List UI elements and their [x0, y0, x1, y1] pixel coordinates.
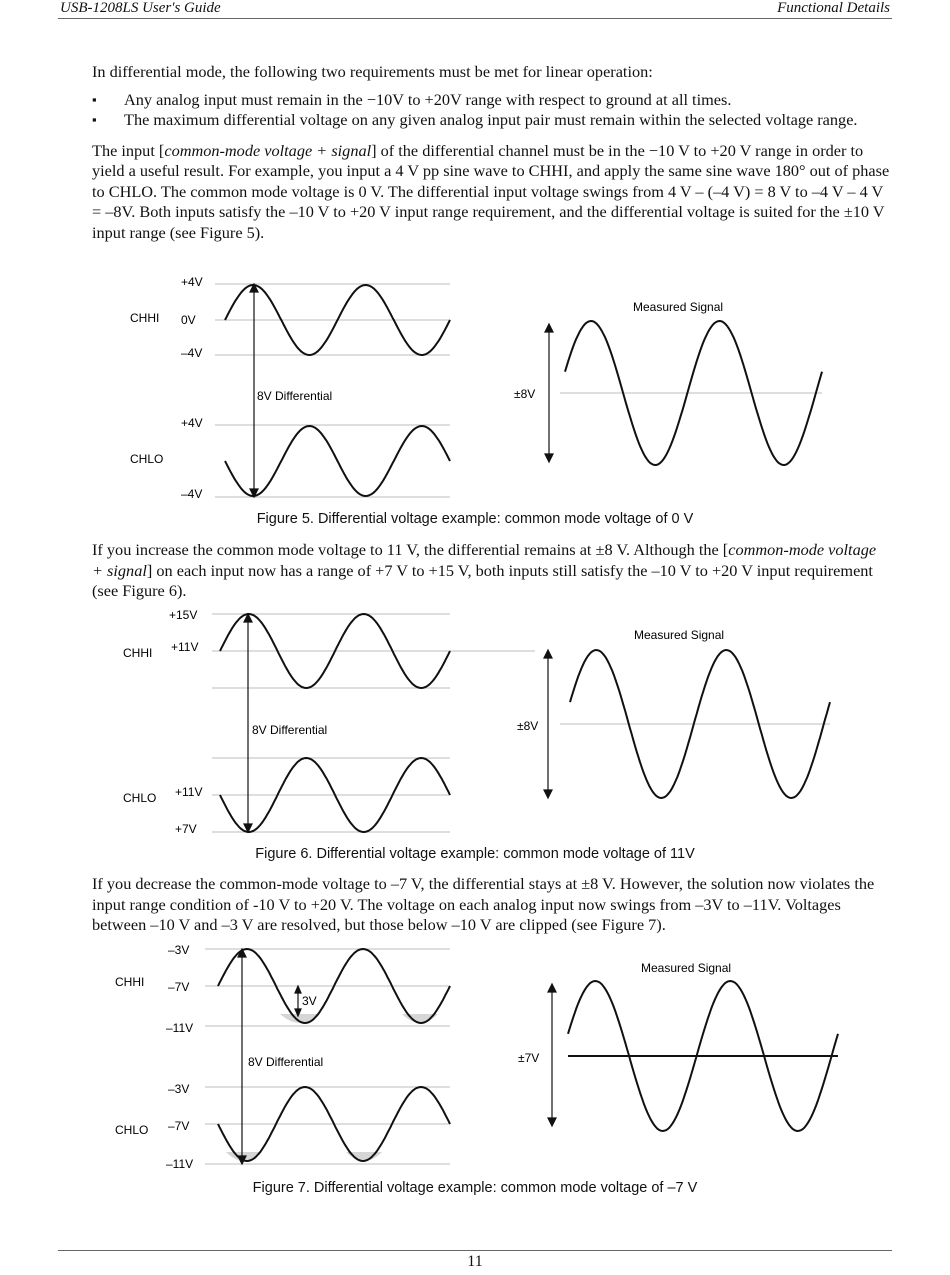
- para2-em: common-mode voltage + signal: [92, 540, 877, 580]
- chlo-max-label: +4V: [181, 416, 203, 430]
- header-title: USB-1208LS User's Guide: [60, 0, 221, 16]
- chhi-mid-label: –7V: [168, 980, 190, 994]
- bullet-text: Any analog input must remain in the −10V to +20V range with respect to ground at all times.: [124, 89, 732, 109]
- measured-signal-label: Measured Signal: [641, 961, 732, 975]
- chlo-min-label: +7V: [175, 822, 197, 836]
- chlo-label: CHLO: [115, 1123, 149, 1137]
- bullet-text: The maximum differential voltage on any given analog input pair must remain within the selected voltage range.: [124, 110, 858, 129]
- chhi-min-label: –11V: [166, 1021, 194, 1035]
- measured-signal-label: Measured Signal: [634, 628, 725, 642]
- clip-span-label: 3V: [302, 994, 317, 1008]
- differential-label: 8V Differential: [257, 389, 333, 403]
- intro-block: [92, 62, 890, 243]
- chlo-min-label: –11V: [166, 1157, 194, 1171]
- figure-5: [0, 270, 950, 510]
- chhi-max-label: –3V: [168, 943, 190, 957]
- footer-divider: [58, 1250, 892, 1251]
- chhi-min-label: –4V: [181, 346, 203, 360]
- chlo-max-label: –3V: [168, 1082, 190, 1096]
- differential-label: 8V Differential: [248, 1055, 324, 1069]
- chlo-mid-label: –7V: [168, 1119, 190, 1133]
- chlo-label: CHLO: [130, 452, 164, 466]
- chlo-mid-label: +11V: [175, 785, 203, 799]
- chhi-label: CHHI: [130, 311, 160, 325]
- chlo-label: CHLO: [123, 791, 157, 805]
- figure-7-caption: Figure 7. Differential voltage example: common mode voltage of –7 V: [252, 1180, 698, 1196]
- para1-pre: The input [: [92, 140, 165, 160]
- figure-6: [0, 604, 950, 844]
- header-divider: [58, 18, 892, 19]
- list-item: [92, 90, 890, 111]
- chhi-mid-label: +11V: [171, 640, 199, 654]
- chhi-mid-label: 0V: [181, 313, 196, 327]
- paragraph-figure7-intro: If you decrease the common-mode voltage to –7 V, the differential stays at ±8 V. However, the solution now violates the input range condition of -10 V to +20 V. The voltage on each analog input now swings from –3V to –11V. Voltages between –10 V and –3 V are resolved, but those below –10 V are clipped (see Figure 7).: [92, 874, 875, 934]
- chhi-label: CHHI: [115, 975, 145, 989]
- para1-post: ] of the differential channel must be in the −10 V to +20 V range in order to yield a useful result. For example, you input a 4 V pp sine wave to CHHI, and apply the same sine wave 180° out of phase to CHLO. The common mode voltage is 0 V. The differential input voltage swings from 4 V – (–4 V) = 8 V to –4 V – 4 V = –8V. Both inputs satisfy the –10 V to +20 V input range requirement, and the differential voltage is suited for the ±10 V input range (see Figure 5).: [92, 140, 890, 242]
- chlo-waveform: [225, 426, 450, 496]
- measured-signal-label: Measured Signal: [633, 300, 724, 314]
- para2-post: ] on each input now has a range of +7 V to +15 V, both inputs still satisfy the –10 V to +20 V input requirement (see Figure 6).: [92, 560, 873, 600]
- requirements-list: [92, 90, 890, 131]
- chhi-max-label: +4V: [181, 275, 203, 289]
- para1-em: common-mode voltage + signal: [164, 140, 372, 160]
- chhi-label: CHHI: [123, 646, 153, 660]
- figure-5-caption: Figure 5. Differential voltage example: common mode voltage of 0 V: [256, 511, 694, 527]
- page-number: 11: [467, 1253, 483, 1270]
- bullet-icon: ▪: [92, 112, 97, 127]
- intro-paragraph: In differential mode, the following two requirements must be met for linear operation:: [92, 62, 653, 81]
- paragraph-figure6-intro: [92, 540, 890, 602]
- header-section: Functional Details: [777, 0, 890, 16]
- range-label: ±8V: [514, 387, 536, 401]
- figure-7: [0, 940, 950, 1180]
- range-label: ±7V: [518, 1051, 540, 1065]
- bullet-icon: ▪: [92, 91, 97, 107]
- figure-6-caption: Figure 6. Differential voltage example: common mode voltage of 11V: [255, 846, 695, 862]
- differential-label: 8V Differential: [252, 723, 328, 737]
- list-item: [92, 110, 890, 131]
- paragraph-figure5-intro: [92, 141, 890, 244]
- chhi-max-label: +15V: [169, 608, 198, 622]
- chlo-min-label: –4V: [181, 487, 203, 501]
- para2-pre: If you increase the common mode voltage to 11 V, the differential remains at ±8 V. Although the [: [92, 540, 729, 559]
- range-label: ±8V: [517, 719, 539, 733]
